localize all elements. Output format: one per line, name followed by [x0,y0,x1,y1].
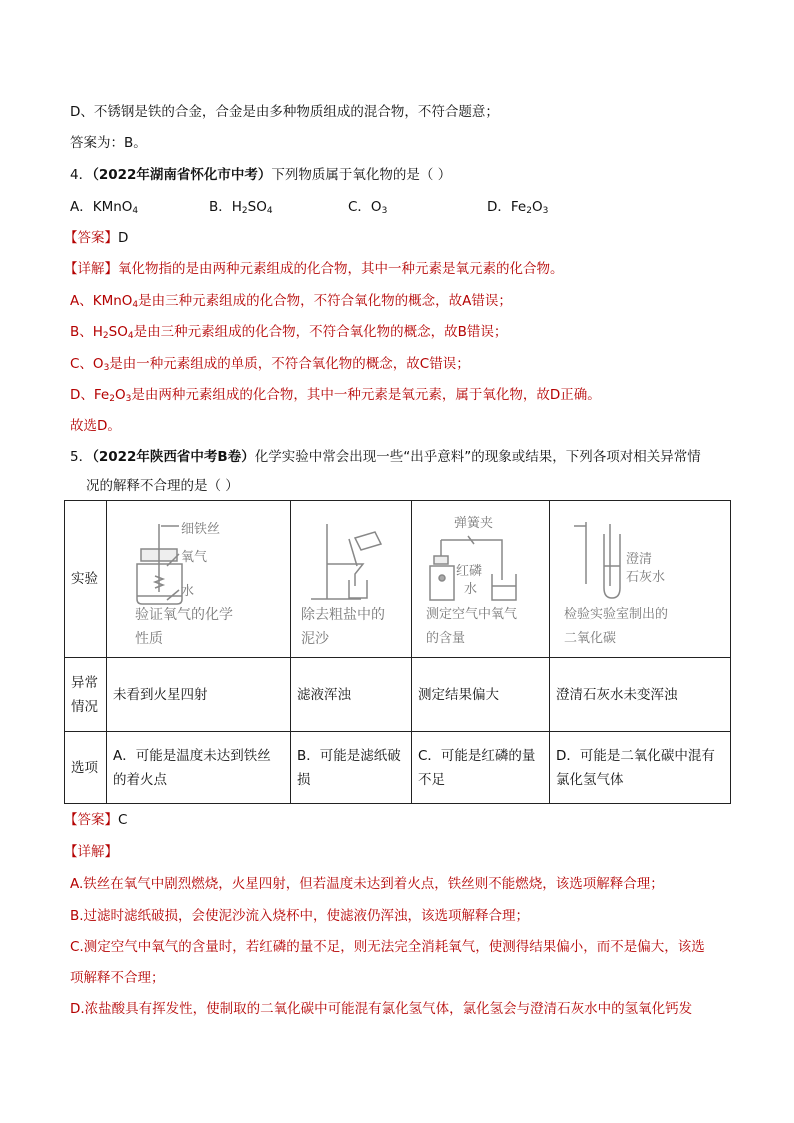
caption-exp3-line1: 测定空气中氧气 [426,607,518,622]
label-water: 水 [181,584,195,599]
q4-source: （2022年湖南省怀化市中考） [92,167,272,183]
q4-option-c: C．$O_3$ [348,199,388,216]
label-water-3: 水 [464,582,478,597]
option-c-cell: C．可能是红磷的量 不足 [412,732,550,804]
q4-conclusion: 故选D。 [70,418,121,434]
co2-test-figure [550,504,730,654]
label-iron-wire: 细铁丝 [181,522,221,537]
q4-option-a: A．KMnO$_4$ [70,199,139,216]
label-red-phosphorus: 红磷 [456,564,483,579]
q4-option-b: B．$H_2SO_4$ [209,199,273,216]
label-limewater: 石灰水 [626,570,666,585]
q5-stem-line1 [70,447,701,467]
q4-option-d: D．$Fe_2O_3$ [487,199,549,216]
q4-detail-a: A、KMnO$_4$是由三种元素组成的化合物，不符合氧化物的概念，故A错误； [70,293,512,310]
option-d-cell: D．可能是二氧化碳中混有 氯化氢气体 [550,732,731,804]
table-row [65,658,731,732]
row-header-abnormal: 异常 情况 [65,658,107,732]
prev-answer: 答案为：B。 [70,135,147,151]
air-oxygen-figure [412,504,549,654]
caption-exp1-line2: 性质 [135,631,163,647]
row-header-options: 选项 [65,732,107,804]
q4-detail-c: C、$O_3$是由一种元素组成的单质，不符合氧化物的概念，故C错误； [70,356,470,373]
q4-detail-b: B、$H_2SO_4$是由三种元素组成的化合物，不符合氧化物的概念，故B错误； [70,324,508,341]
label-spring-clip: 弹簧夹 [454,516,494,531]
q5-detail-c-line2: 项解释不合理； [70,970,165,986]
prev-option-d: D、不锈钢是铁的合金，合金是由多种物质组成的混合物，不符合题意； [70,104,499,120]
iron-wire-oxygen-figure [107,504,290,654]
q4-detail: 【详解】氧化物指的是由两种元素组成的化合物，其中一种元素是氧元素的化合物。 [64,261,564,277]
caption-exp2-line1: 除去粗盐中的 [301,607,385,623]
q5-detail-c-line1: C.测定空气中氧气的含量时，若红磷的量不足，则无法完全消耗氧气，使测得结果偏小，而不是偏大，该选 [70,939,705,955]
option-a-cell: A．可能是温度未达到铁丝 的着火点 [107,732,291,804]
caption-exp2-line2: 泥沙 [301,631,329,647]
abnormal-3: 测定结果偏大 [412,658,550,732]
detail-tag: 【详解】 [64,261,118,277]
q5-answer: 【答案】C [64,812,128,828]
caption-exp4-line1: 检验实验室制出的 [564,607,669,622]
label-clear: 澄清 [626,552,653,567]
q4-answer: 【答案】D [64,230,129,246]
q5-number: 5． [70,449,93,465]
experiment-2-cell [291,501,412,658]
abnormal-2: 滤液浑浊 [291,658,412,732]
table-row [65,501,731,658]
experiment-table [64,500,731,804]
answer-tag: 【答案】 [64,230,118,246]
q5-stem-line2: 况的解释不合理的是（ ） [86,478,239,494]
q5-detail-a: A.铁丝在氧气中剧烈燃烧，火星四射，但若温度未达到着火点，铁丝则不能燃烧，该选项解释合理； [70,876,664,892]
experiment-3-cell [412,501,550,658]
experiment-4-cell [550,501,731,658]
abnormal-4: 澄清石灰水未变浑浊 [550,658,731,732]
option-b-cell: B．可能是滤纸破 损 [291,732,412,804]
table-row [65,732,731,804]
row-header-experiment: 实验 [65,501,107,658]
label-oxygen: 氧气 [181,550,208,565]
q4-stem-line [70,165,451,185]
q4-stem: 下列物质属于氧化物的是（ ） [271,167,452,183]
q5-detail-tag: 【详解】 [64,844,118,860]
caption-exp3-line2: 的含量 [426,631,466,646]
caption-exp1-line1: 验证氧气的化学 [135,607,233,623]
q4-number: 4． [70,167,93,183]
filtration-figure [291,504,411,654]
q5-detail-b: B.过滤时滤纸破损，会使泥沙流入烧杯中，使滤液仍浑浊，该选项解释合理； [70,908,530,924]
abnormal-1: 未看到火星四射 [107,658,291,732]
answer-tag: 【答案】 [64,812,118,828]
caption-exp4-line2: 二氧化碳 [564,631,617,646]
q5-source: （2022年陕西省中考B卷） [92,449,255,465]
q5-stem: 化学实验中常会出现一些“出乎意料”的现象或结果，下列各项对相关异常情 [254,449,701,465]
q4-detail-d: D、$Fe_2O_3$是由两种元素组成的化合物，其中一种元素是氧元素，属于氧化物，故D正确。 [70,387,601,404]
q5-detail-d: D.浓盐酸具有挥发性，使制取的二氧化碳中可能混有氯化氢气体，氯化氢会与澄清石灰水中的氢氧化钙发 [70,1001,693,1017]
experiment-1-cell [107,501,291,658]
